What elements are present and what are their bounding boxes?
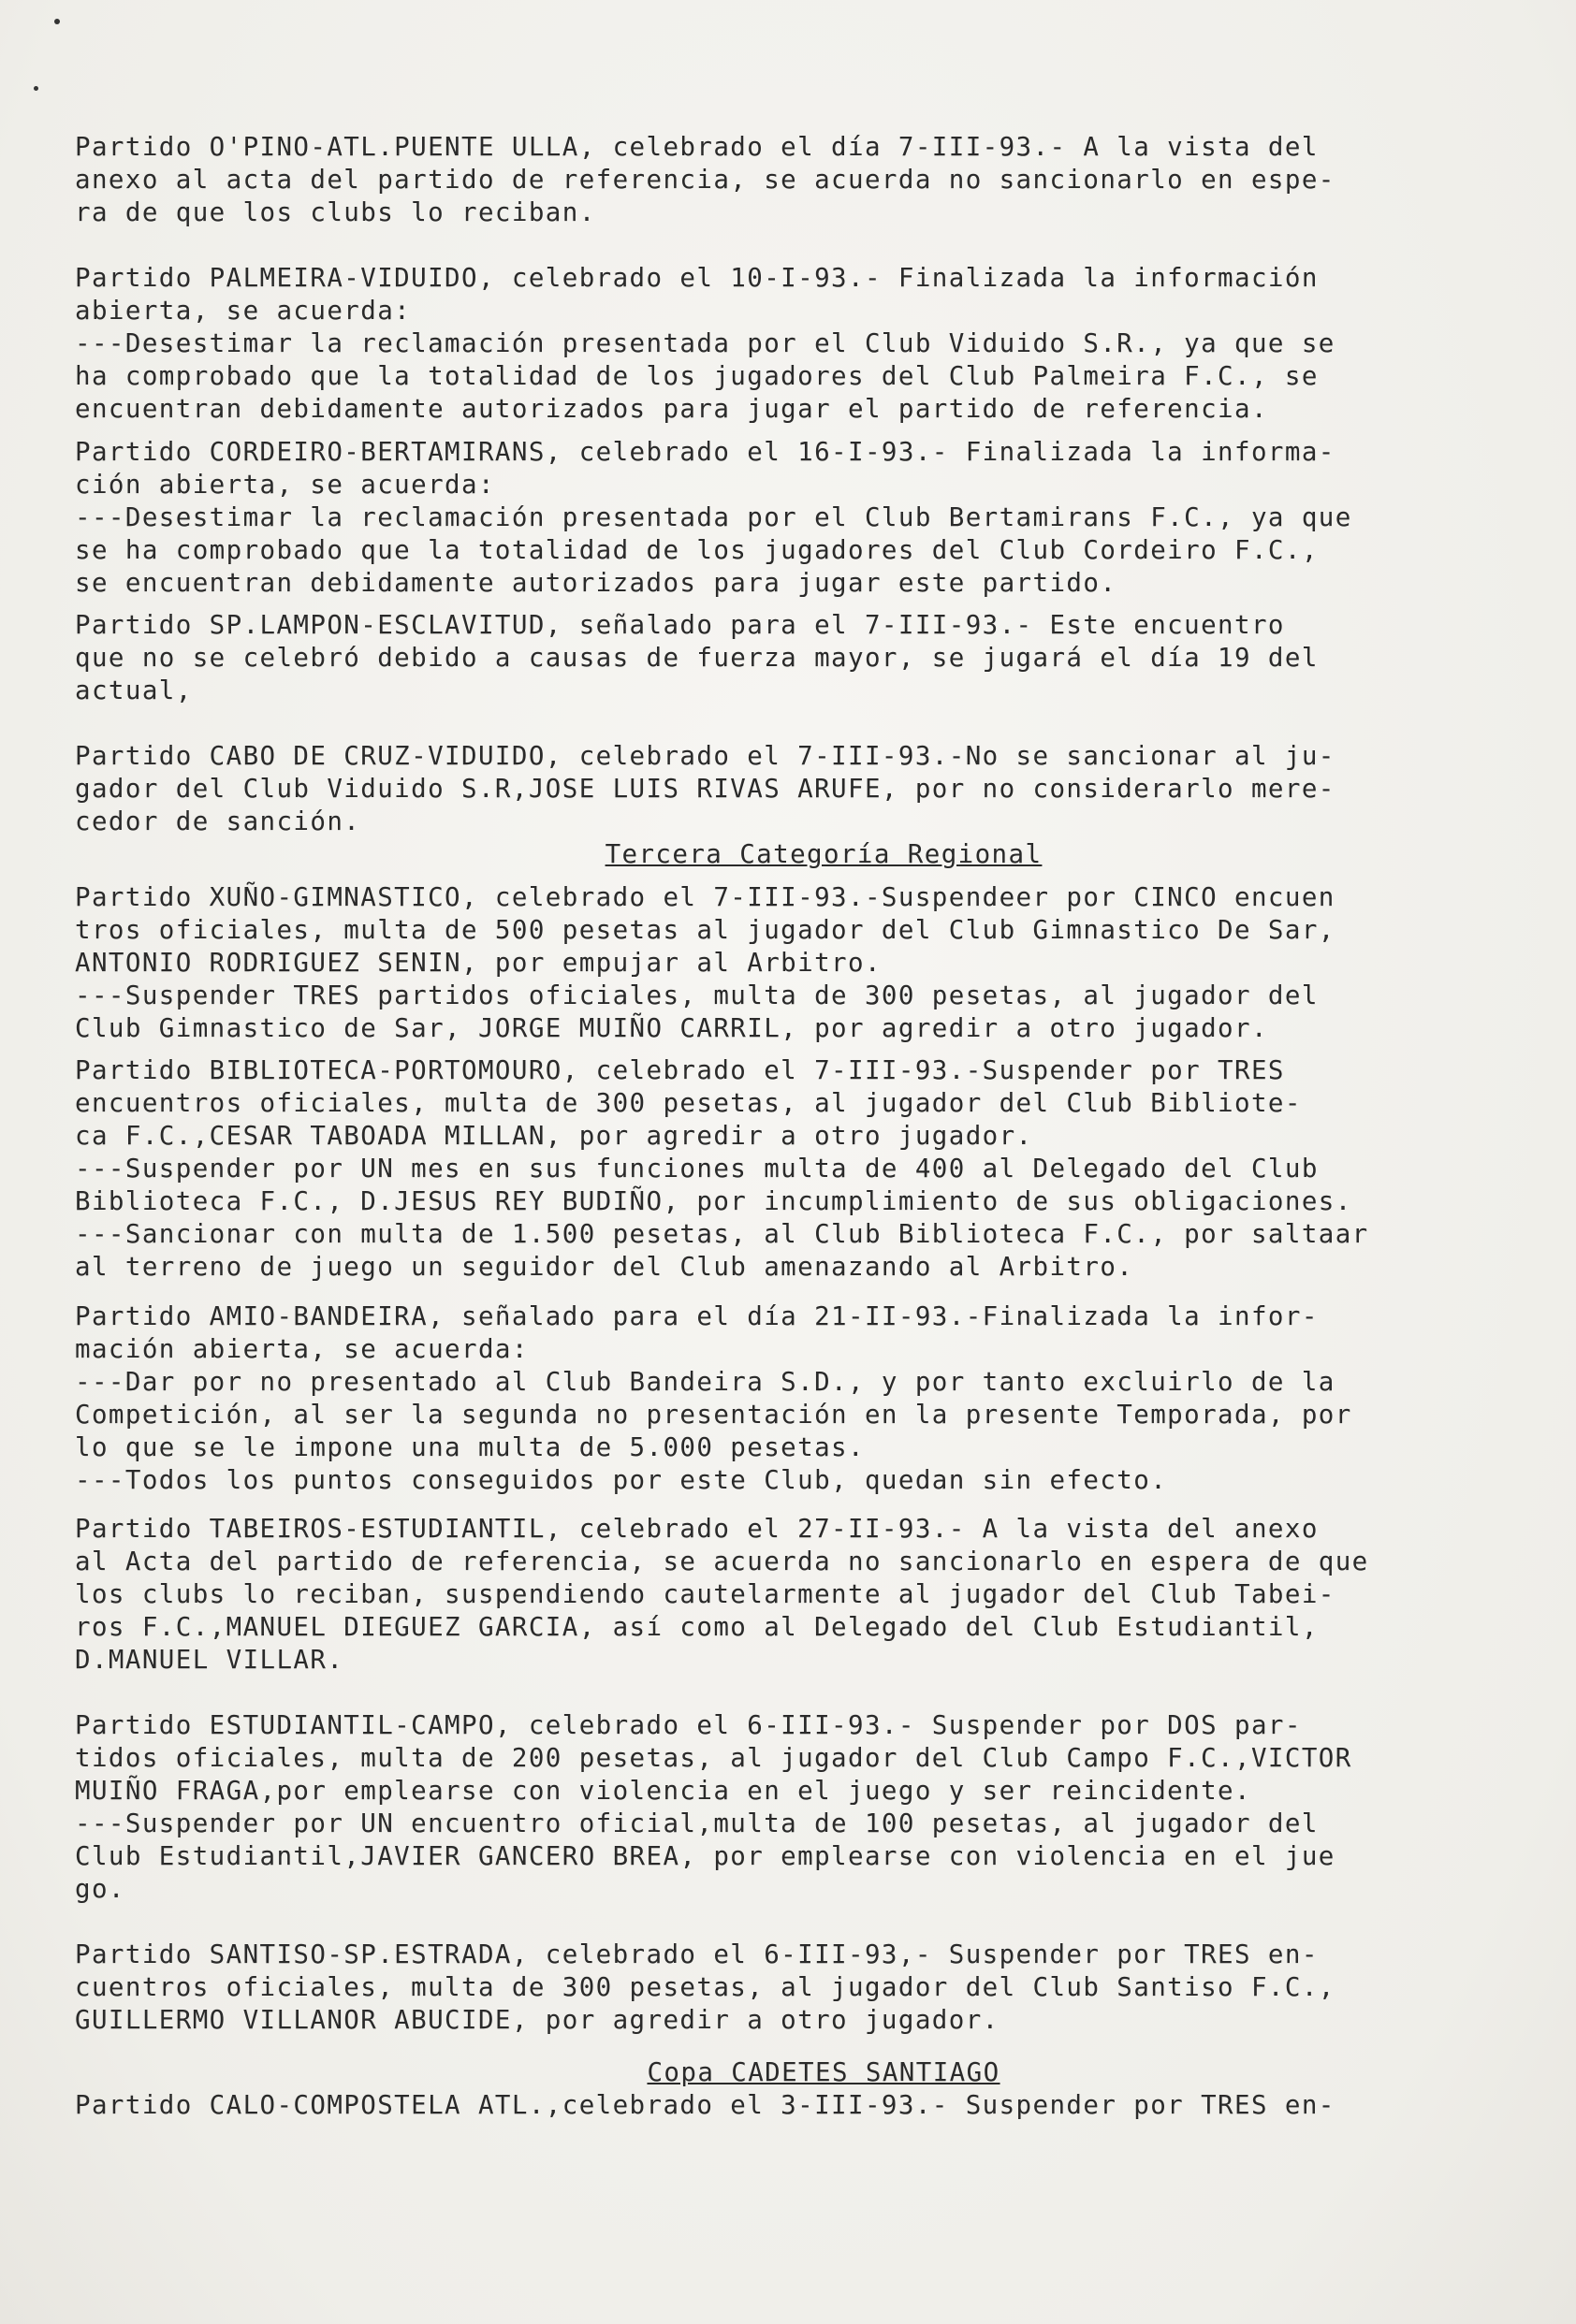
text-line: Partido ESTUDIANTIL-CAMPO, celebrado el 6-III-93.- Suspender por DOS par- [75, 1710, 1302, 1740]
ruling-paragraph [75, 436, 1535, 600]
text-line: ca F.C.,CESAR TABOADA MILLAN, por agredir a otro jugador. [75, 1121, 1033, 1151]
text-line: lo que se le impone una multa de 5.000 pesetas. [75, 1431, 865, 1462]
text-line: mación abierta, se acuerda: [75, 1333, 529, 1364]
text-line: Partido SANTISO-SP.ESTRADA, celebrado el 6-III-93,- Suspender por TRES en- [75, 1939, 1319, 1969]
text-line: D.MANUEL VILLAR. [75, 1645, 344, 1675]
text-line: ción abierta, se acuerda: [75, 469, 495, 500]
section-heading: Copa CADETES SANTIAGO [647, 2057, 1000, 2087]
ink-speck [34, 86, 38, 91]
text-line: tros oficiales, multa de 500 pesetas al jugador del Club Gimnastico De Sar, [75, 914, 1335, 945]
text-line: Partido XUÑO-GIMNASTICO, celebrado el 7-III-93.-Suspendeer por CINCO encuen [75, 881, 1335, 912]
text-line: Club Estudiantil,JAVIER GANCERO BREA, por emplearse con violencia en el jue [75, 1841, 1335, 1871]
ruling-paragraph [75, 1939, 1535, 2037]
ruling-paragraph [75, 881, 1535, 1045]
text-line: Partido CALO-COMPOSTELA ATL.,celebrado el 3-III-93.- Suspender por TRES en- [75, 2090, 1335, 2120]
text-line: abierta, se acuerda: [75, 296, 412, 326]
text-line: Partido PALMEIRA-VIDUIDO, celebrado el 10-I-93.- Finalizada la información [75, 263, 1319, 293]
text-line: ---Desestimar la reclamación presentada por el Club Bertamirans F.C., ya que [75, 501, 1352, 532]
text-line: cedor de sanción. [75, 806, 361, 836]
text-line: ---Dar por no presentado al Club Bandeira S.D., y por tanto excluirlo de la [75, 1366, 1335, 1397]
text-line: ---Suspender por UN encuentro oficial,multa de 100 pesetas, al jugador del [75, 1808, 1319, 1838]
section-heading-block [75, 2056, 1535, 2089]
text-line: se encuentran debidamente autorizados para jugar este partido. [75, 567, 1117, 598]
document-body [75, 131, 1535, 2122]
text-line: Partido TABEIROS-ESTUDIANTIL, celebrado el 27-II-93.- A la vista del anexo [75, 1514, 1319, 1544]
text-line: anexo al acta del partido de referencia, se acuerda no sancionarlo en espe- [75, 165, 1335, 195]
section-heading: Tercera Categoría Regional [605, 839, 1043, 869]
text-line: Partido O'PINO-ATL.PUENTE ULLA, celebrado el día 7-III-93.- A la vista del [75, 132, 1319, 162]
text-line: ha comprobado que la totalidad de los jugadores del Club Palmeira F.C., se [75, 361, 1319, 391]
section-heading-block [75, 838, 1535, 871]
text-line: ---Desestimar la reclamación presentada por el Club Viduido S.R., ya que se [75, 328, 1335, 358]
text-line: GUILLERMO VILLANOR ABUCIDE, por agredir a otro jugador. [75, 2005, 1000, 2035]
text-line: Club Gimnastico de Sar, JORGE MUIÑO CARRIL, por agredir a otro jugador. [75, 1012, 1268, 1043]
ink-speck [54, 19, 60, 24]
text-line: ---Sancionar con multa de 1.500 pesetas, al Club Biblioteca F.C., por saltaar [75, 1219, 1369, 1249]
text-line: Partido AMIO-BANDEIRA, señalado para el día 21-II-93.-Finalizada la infor- [75, 1300, 1319, 1331]
ruling-paragraph [75, 131, 1535, 229]
ruling-paragraph [75, 262, 1535, 426]
text-line: Partido CABO DE CRUZ-VIDUIDO, celebrado el 7-III-93.-No se sancionar al ju- [75, 741, 1335, 771]
ruling-paragraph [75, 1054, 1535, 1284]
text-line: ros F.C.,MANUEL DIEGUEZ GARCIA, así como al Delegado del Club Estudiantil, [75, 1612, 1319, 1642]
ruling-paragraph [75, 1709, 1535, 1906]
text-line: gador del Club Viduido S.R,JOSE LUIS RIVAS ARUFE, por no considerarlo mere- [75, 774, 1335, 804]
text-line: que no se celebró debido a causas de fuerza mayor, se jugará el día 19 del [75, 643, 1319, 673]
text-line: ---Todos los puntos conseguidos por este Club, quedan sin efecto. [75, 1464, 1168, 1495]
ruling-paragraph [75, 609, 1535, 707]
text-line: los clubs lo reciban, suspendiendo cautelarmente al jugador del Club Tabei- [75, 1579, 1335, 1609]
ruling-paragraph [75, 1300, 1535, 1497]
ruling-paragraph [75, 1513, 1535, 1677]
text-line: ---Suspender TRES partidos oficiales, multa de 300 pesetas, al jugador del [75, 980, 1319, 1010]
text-line: go. [75, 1874, 125, 1904]
text-line: encuentros oficiales, multa de 300 pesetas, al jugador del Club Bibliote- [75, 1088, 1302, 1118]
ruling-paragraph [75, 2089, 1535, 2122]
text-line: ---Suspender por UN mes en sus funciones multa de 400 al Delegado del Club [75, 1154, 1319, 1184]
text-line: cuentros oficiales, multa de 300 pesetas, al jugador del Club Santiso F.C., [75, 1972, 1335, 2002]
text-line: Partido BIBLIOTECA-PORTOMOURO, celebrado el 7-III-93.-Suspender por TRES [75, 1055, 1285, 1085]
text-line: Biblioteca F.C., D.JESUS REY BUDIÑO, por incumplimiento de sus obligaciones. [75, 1186, 1352, 1216]
ruling-paragraph [75, 740, 1535, 838]
text-line: actual, [75, 675, 193, 705]
text-line: tidos oficiales, multa de 200 pesetas, al jugador del Club Campo F.C.,VICTOR [75, 1743, 1352, 1773]
text-line: al Acta del partido de referencia, se acuerda no sancionarlo en espera de que [75, 1547, 1369, 1576]
text-line: ANTONIO RODRIGUEZ SENIN, por empujar al Arbitro. [75, 947, 882, 978]
text-line: al terreno de juego un seguidor del Club amenazando al Arbitro. [75, 1252, 1134, 1282]
text-line: Partido CORDEIRO-BERTAMIRANS, celebrado el 16-I-93.- Finalizada la informa- [75, 436, 1335, 467]
text-line: Partido SP.LAMPON-ESCLAVITUD, señalado para el 7-III-93.- Este encuentro [75, 610, 1285, 640]
text-line: encuentran debidamente autorizados para jugar el partido de referencia. [75, 394, 1268, 424]
text-line: MUIÑO FRAGA,por emplearse con violencia en el juego y ser reincidente. [75, 1776, 1251, 1806]
text-line: ra de que los clubs lo reciban. [75, 197, 596, 227]
text-line: Competición, al ser la segunda no presentación en la presente Temporada, por [75, 1399, 1352, 1430]
text-line: se ha comprobado que la totalidad de los jugadores del Club Cordeiro F.C., [75, 534, 1319, 565]
